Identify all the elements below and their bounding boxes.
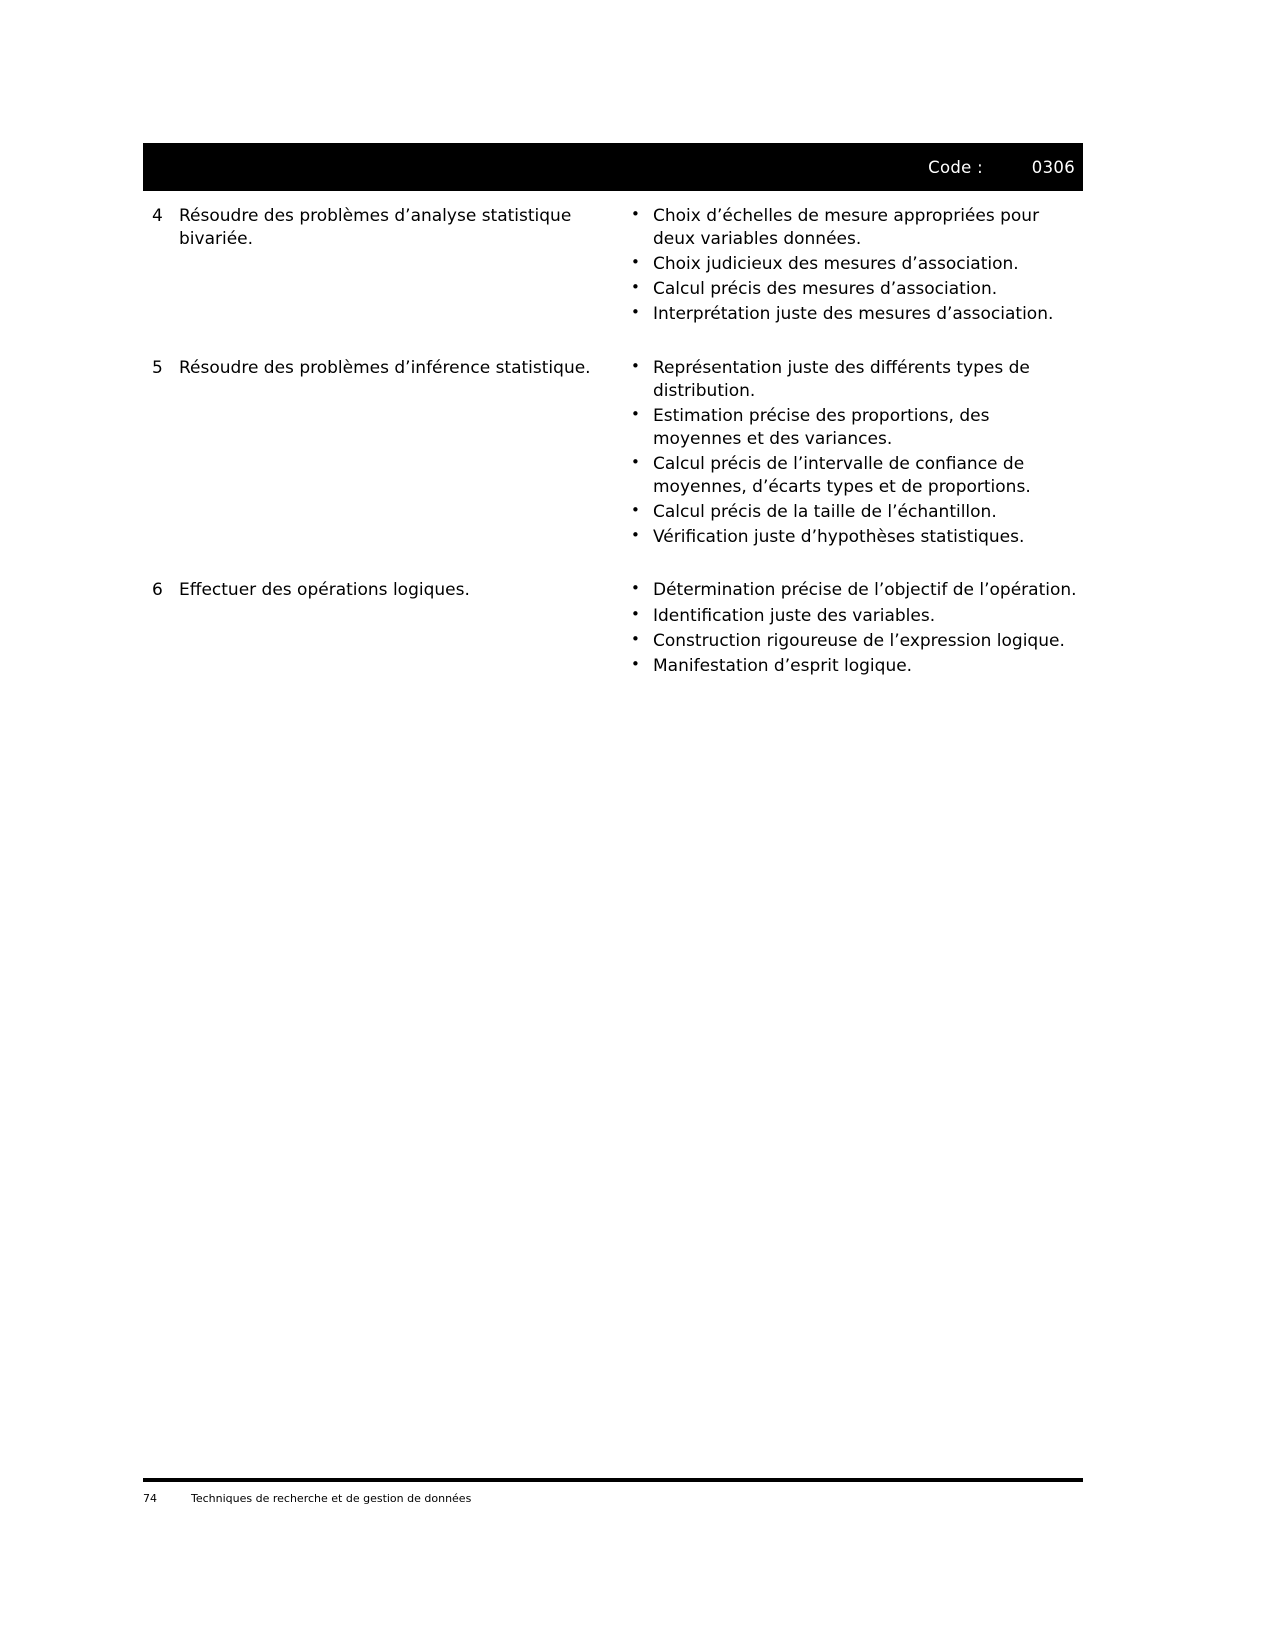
code-value: 0306	[1031, 157, 1075, 177]
criteria-list	[619, 357, 1083, 552]
list-item: • Vérification juste d’hypothèses statistiques.	[653, 526, 1083, 549]
table-row	[143, 357, 1083, 552]
list-item: • Calcul précis des mesures d’association.	[653, 278, 1083, 301]
list-item: • Interprétation juste des mesures d’association.	[653, 303, 1083, 326]
page-header-bar	[143, 143, 1083, 191]
criteria-list	[619, 579, 1083, 679]
list-item: • Identification juste des variables.	[653, 605, 1083, 628]
footer-divider	[143, 1478, 1083, 1482]
document-title: Techniques de recherche et de gestion de données	[191, 1492, 472, 1505]
list-item: • Calcul précis de l’intervalle de confiance de moyennes, d’écarts types et de proportions.	[653, 453, 1083, 499]
page-footer	[143, 1492, 1083, 1505]
table-row	[143, 579, 1083, 679]
list-item: • Estimation précise des proportions, des moyennes et des variances.	[653, 405, 1083, 451]
list-item: • Calcul précis de la taille de l’échantillon.	[653, 501, 1083, 524]
list-item: • Choix d’échelles de mesure appropriées pour deux variables données.	[653, 205, 1083, 251]
competency-table	[143, 205, 1083, 708]
criteria-list	[619, 205, 1083, 329]
list-item: • Construction rigoureuse de l’expression logique.	[653, 630, 1083, 653]
list-item: • Représentation juste des différents types de distribution.	[653, 357, 1083, 403]
table-row	[143, 205, 1083, 329]
list-item: • Choix judicieux des mesures d’association.	[653, 253, 1083, 276]
competency-number: 5	[152, 357, 163, 378]
list-item: • Manifestation d’esprit logique.	[653, 655, 1083, 678]
competency-statement: Résoudre des problèmes d’analyse statistique bivariée.	[179, 206, 572, 250]
list-item: • Détermination précise de l’objectif de l’opération.	[653, 579, 1083, 602]
code-label: Code :	[928, 157, 983, 177]
competency-number: 4	[152, 206, 163, 226]
competency-statement: Résoudre des problèmes d’inférence statistique.	[179, 357, 591, 378]
competency-statement: Effectuer des opérations logiques.	[179, 580, 470, 601]
page-number: 74	[143, 1492, 157, 1505]
competency-number: 6	[152, 580, 163, 601]
